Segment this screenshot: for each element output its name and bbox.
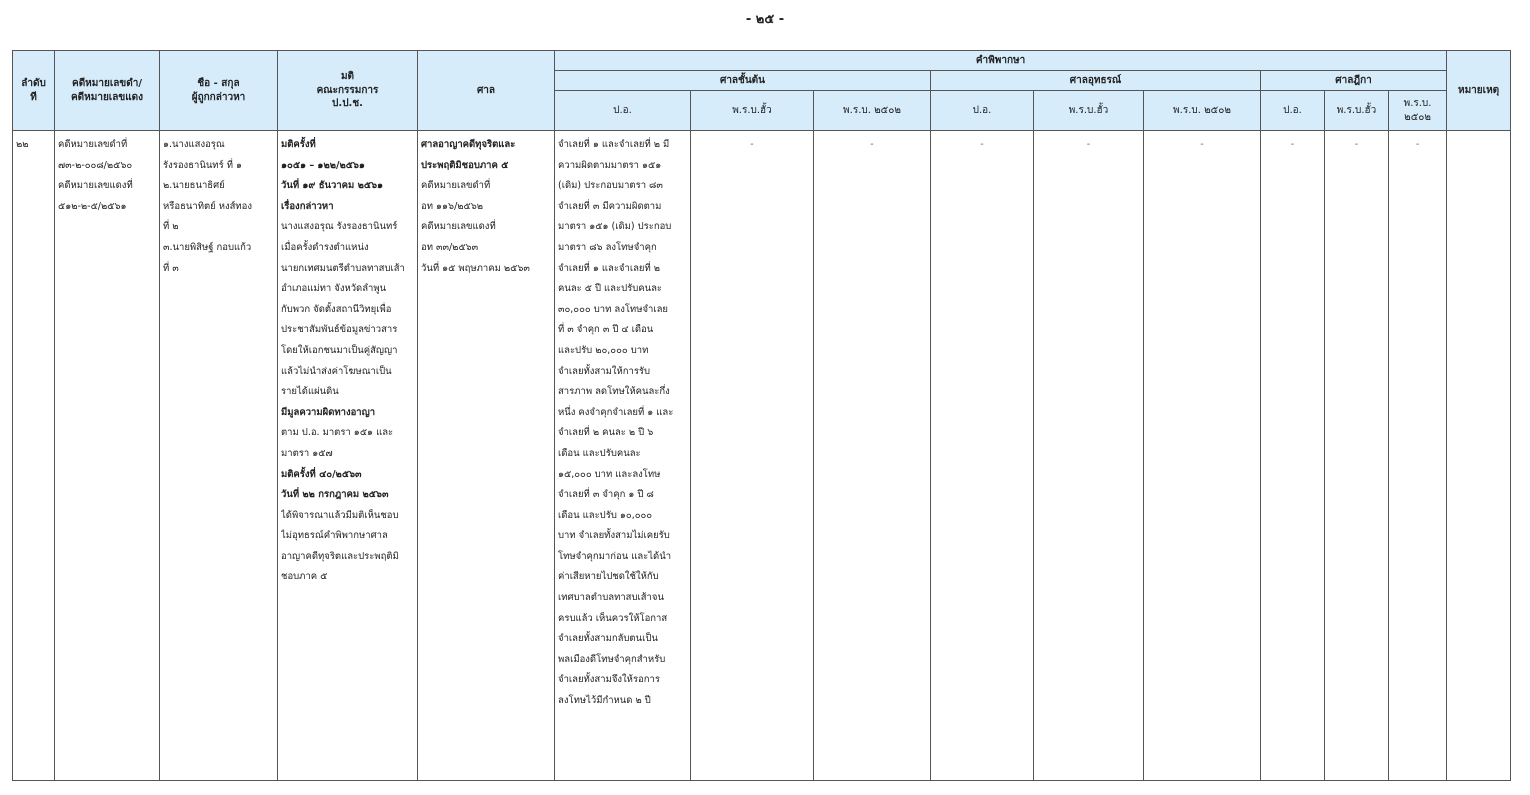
- header-first-prb-2502: พ.ร.บ. ๒๕๐๒: [814, 91, 931, 131]
- header-case: คดีหมายเลขดำ/ คดีหมายเลขแดง: [55, 51, 160, 131]
- cell-first-prb-hua: -: [691, 131, 814, 781]
- header-first-prb-hua: พ.ร.บ.ฮั้ว: [691, 91, 814, 131]
- cell-appeal-prb-2502: -: [1144, 131, 1261, 781]
- header-supreme-prb-hua: พ.ร.บ.ฮั้ว: [1325, 91, 1389, 131]
- header-court-first: ศาลชั้นต้น: [555, 71, 931, 91]
- cell-case: คดีหมายเลขดำที่ ๗๓-๒-๐๐๘/๒๕๖๐ คดีหมายเลขแดงที่ ๕๑๒-๒-๕/๒๕๖๑: [55, 131, 160, 781]
- cell-appeal-po: -: [931, 131, 1034, 781]
- page-number: - ๒๕ -: [745, 12, 785, 27]
- cell-remark: [1447, 131, 1511, 781]
- cell-supreme-prb-hua: -: [1325, 131, 1389, 781]
- cell-court: ศาลอาญาคดีทุจริตและ ประพฤติมิชอบภาค ๕ คดีหมายเลขดำที่ อท ๑๑๖/๒๕๖๒ คดีหมายเลขแดงที่ อท ๓๓/๒๕๖๓ วันที่ ๑๕ พฤษภาคม ๒๕๖๓: [418, 131, 555, 781]
- case-table: [12, 50, 1511, 781]
- cell-supreme-prb-2502: -: [1389, 131, 1447, 781]
- header-seq: ลำดับ ที่: [13, 51, 55, 131]
- header-court-supreme: ศาลฎีกา: [1261, 71, 1447, 91]
- header-court-appeal: ศาลอุทธรณ์: [931, 71, 1261, 91]
- header-appeal-prb-hua: พ.ร.บ.ฮั้ว: [1034, 91, 1144, 131]
- cell-supreme-po: -: [1261, 131, 1325, 781]
- header-first-po: ป.อ.: [555, 91, 691, 131]
- header-supreme-po: ป.อ.: [1261, 91, 1325, 131]
- header-appeal-prb-2502: พ.ร.บ. ๒๕๐๒: [1144, 91, 1261, 131]
- header-court: ศาล: [418, 51, 555, 131]
- header-resolution: มติ คณะกรรมการ ป.ป.ช.: [278, 51, 418, 131]
- cell-resolution: มติครั้งที่ ๑๐๕๑ – ๑๒๒/๒๕๖๑ วันที่ ๑๙ ธันวาคม ๒๕๖๑ เรื่องกล่าวหา นางแสงอรุณ รังรองธานินทร์ เมื่อครั้งดำรงตำแหน่ง นายกเทศมนตรีตำบลทาสบเส้า อำเภอแม่ทา จังหวัดลำพูน กับพวก จัดตั้งสถานีวิทยุเพื่อ ประชาสัมพันธ์ข้อมูลข่าวสาร โดยให้เอกชนมาเป็นคู่สัญญา แล้วไม่นำส่งค่าโฆษณาเป็น รายได้แผ่นดิน มีมูลความผิดทางอาญา ตาม ป.อ. มาตรา ๑๕๑ และ มาตรา ๑๕๗ มติครั้งที่ ๔๐/๒๕๖๓ วันที่ ๒๒ กรกฎาคม ๒๕๖๓ ได้พิจารณาแล้วมีมติเห็นชอบ ไม่อุทธรณ์คำพิพากษาศาล อาญาคดีทุจริตและประพฤติมิ ชอบภาค ๕: [278, 131, 418, 781]
- header-remark: หมายเหตุ: [1447, 51, 1511, 131]
- header-appeal-po: ป.อ.: [931, 91, 1034, 131]
- cell-seq: ๒๒: [13, 131, 55, 781]
- cell-name: ๑.นางแสงอรุณ รังรองธานินทร์ ที่ ๑ ๒.นายธนาธิศย์ หรือธนาทิตย์ หงส์ทอง ที่ ๒ ๓.นายพิสิษฐ์ กอบแก้ว ที่ ๓: [160, 131, 278, 781]
- header-judgment: คำพิพากษา: [555, 51, 1447, 71]
- table-row: [13, 131, 1511, 781]
- cell-first-prb-2502: -: [814, 131, 931, 781]
- header-name: ชื่อ - สกุล ผู้ถูกกล่าวหา: [160, 51, 278, 131]
- cell-appeal-prb-hua: -: [1034, 131, 1144, 781]
- header-supreme-prb-2502: พ.ร.บ. ๒๕๐๒: [1389, 91, 1447, 131]
- cell-first-po: จำเลยที่ ๑ และจำเลยที่ ๒ มี ความผิดตามมาตรา ๑๕๑ (เดิม) ประกอบมาตรา ๘๓ จำเลยที่ ๓ มีความผิดตาม มาตรา ๑๕๑ (เดิม) ประกอบ มาตรา ๘๖ ลงโทษจำคุก จำเลยที่ ๑ และจำเลยที่ ๒ คนละ ๕ ปี และปรับคนละ ๓๐,๐๐๐ บาท ลงโทษจำเลย ที่ ๓ จำคุก ๓ ปี ๔ เดือน และปรับ ๒๐,๐๐๐ บาท จำเลยทั้งสามให้การรับ สารภาพ ลดโทษให้คนละกึ่ง หนึ่ง คงจำคุกจำเลยที่ ๑ และ จำเลยที่ ๒ คนละ ๒ ปี ๖ เดือน และปรับคนละ ๑๕,๐๐๐ บาท และลงโทษ จำเลยที่ ๓ จำคุก ๑ ปี ๘ เดือน และปรับ ๑๐,๐๐๐ บาท จำเลยทั้งสามไม่เคยรับ โทษจำคุกมาก่อน และได้นำ ค่าเสียหายไปชดใช้ให้กับ เทศบาลตำบลทาสบเส้าจน ครบแล้ว เห็นควรให้โอกาส จำเลยทั้งสามกลับตนเป็น พลเมืองดีโทษจำคุกสำหรับ จำเลยทั้งสามจึงให้รอการ ลงโทษไว้มีกำหนด ๒ ปี: [555, 131, 691, 781]
